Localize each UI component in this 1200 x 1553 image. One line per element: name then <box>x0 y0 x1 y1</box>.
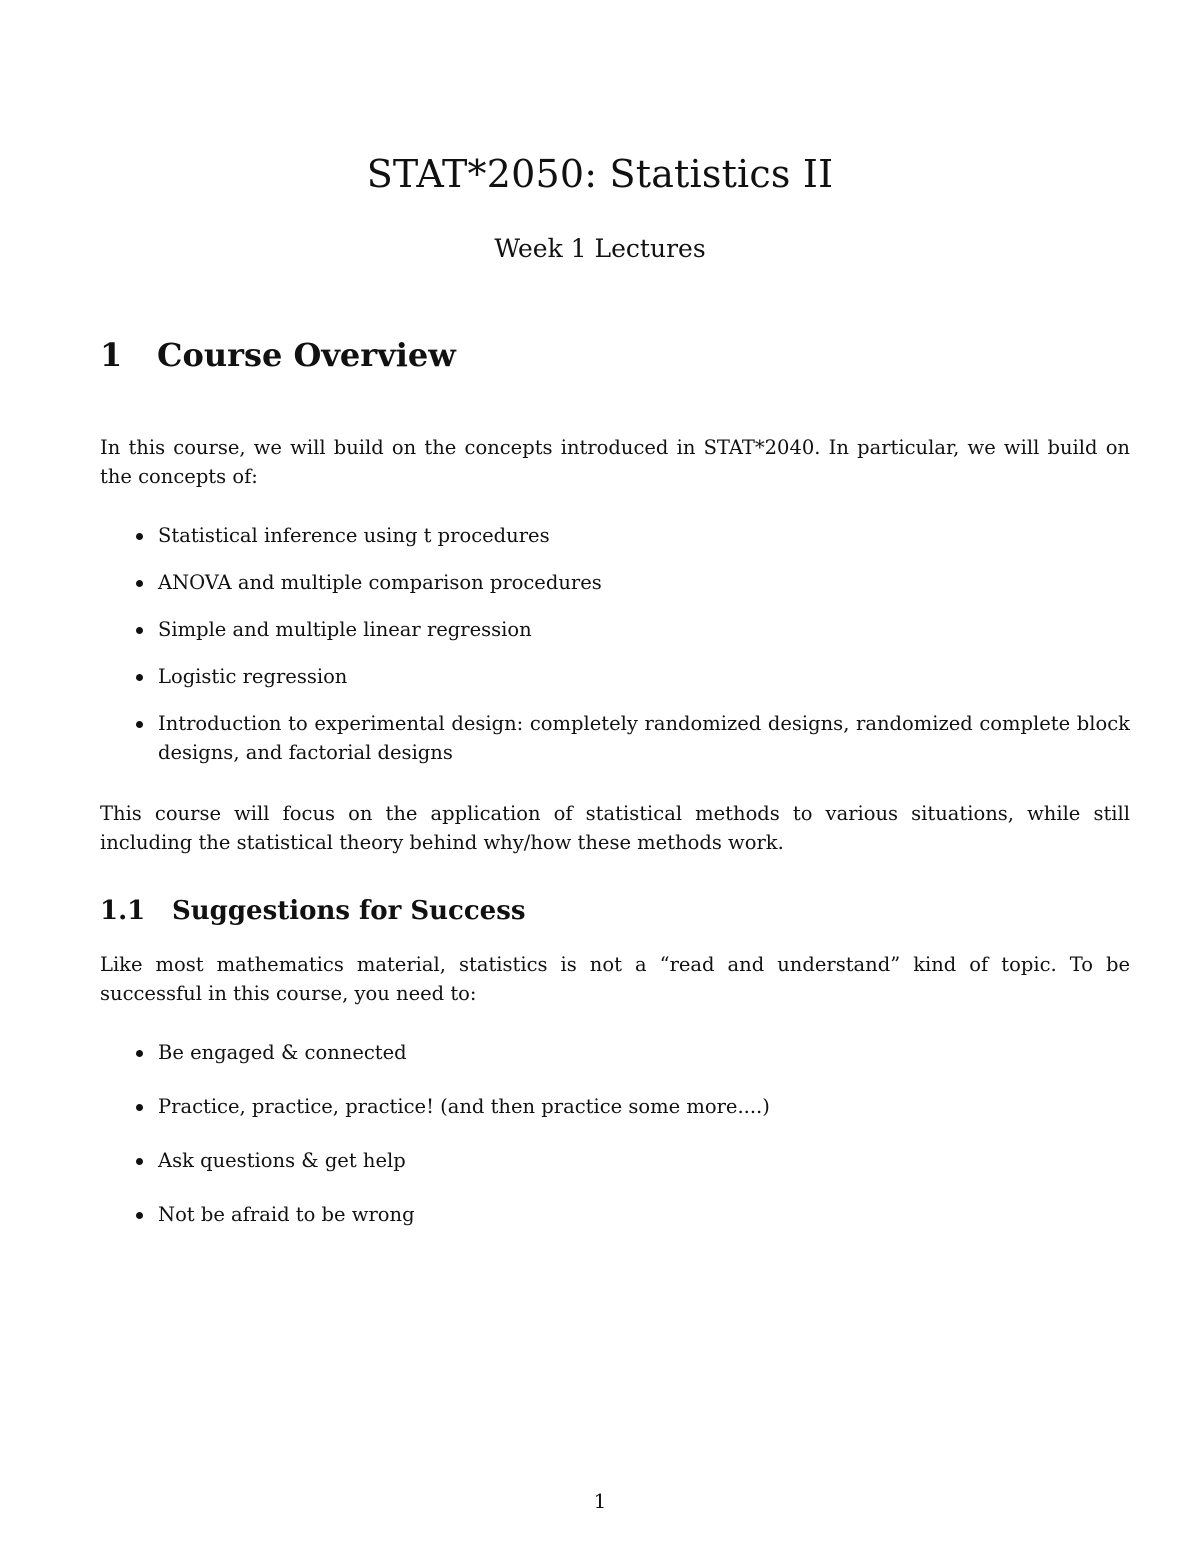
section-number: 1 <box>100 336 123 374</box>
list-item <box>100 709 1130 767</box>
page-number: 1 <box>593 1489 607 1513</box>
list-item <box>100 615 1130 644</box>
list-item <box>100 568 1130 597</box>
document-subtitle: Week 1 Lectures <box>494 234 706 263</box>
list-item-text: Be engaged & connected <box>158 1041 407 1064</box>
list-item-text: Not be afraid to be wrong <box>158 1203 415 1226</box>
list-item-text: Practice, practice, practice! (and then practice some more....) <box>158 1095 770 1118</box>
list-item-text: Statistical inference using t procedures <box>158 524 550 547</box>
intro-paragraph: In this course, we will build on the concepts introduced in STAT*2040. In particular, we will build on the concepts of: <box>100 436 1130 488</box>
list-item-text: ANOVA and multiple comparison procedures <box>158 571 602 594</box>
concepts-list <box>100 521 1130 767</box>
list-item <box>100 521 1130 550</box>
list-item <box>100 1200 1130 1229</box>
success-paragraph: Like most mathematics material, statistics is not a “read and understand” kind of topic. To be successful in this course, you need to: <box>100 953 1130 1005</box>
list-item <box>100 1038 1130 1067</box>
subsection-number: 1.1 <box>100 896 146 926</box>
section-heading <box>100 336 456 374</box>
list-item-text: Logistic regression <box>158 665 348 688</box>
subsection-heading <box>100 896 525 926</box>
section-title: Course Overview <box>157 336 456 374</box>
focus-paragraph: This course will focus on the application of statistical methods to various situations, while still including the statistical theory behind why/how these methods work. <box>100 802 1130 854</box>
list-item-text: Ask questions & get help <box>158 1149 406 1172</box>
document-title: STAT*2050: Statistics II <box>366 152 834 196</box>
success-list <box>100 1038 1130 1229</box>
list-item-text: Introduction to experimental design: completely randomized designs, randomized complete block designs, and factorial designs <box>158 712 1130 764</box>
list-item <box>100 1092 1130 1121</box>
subsection-title: Suggestions for Success <box>172 896 526 926</box>
list-item <box>100 662 1130 691</box>
list-item-text: Simple and multiple linear regression <box>158 618 532 641</box>
list-item <box>100 1146 1130 1175</box>
